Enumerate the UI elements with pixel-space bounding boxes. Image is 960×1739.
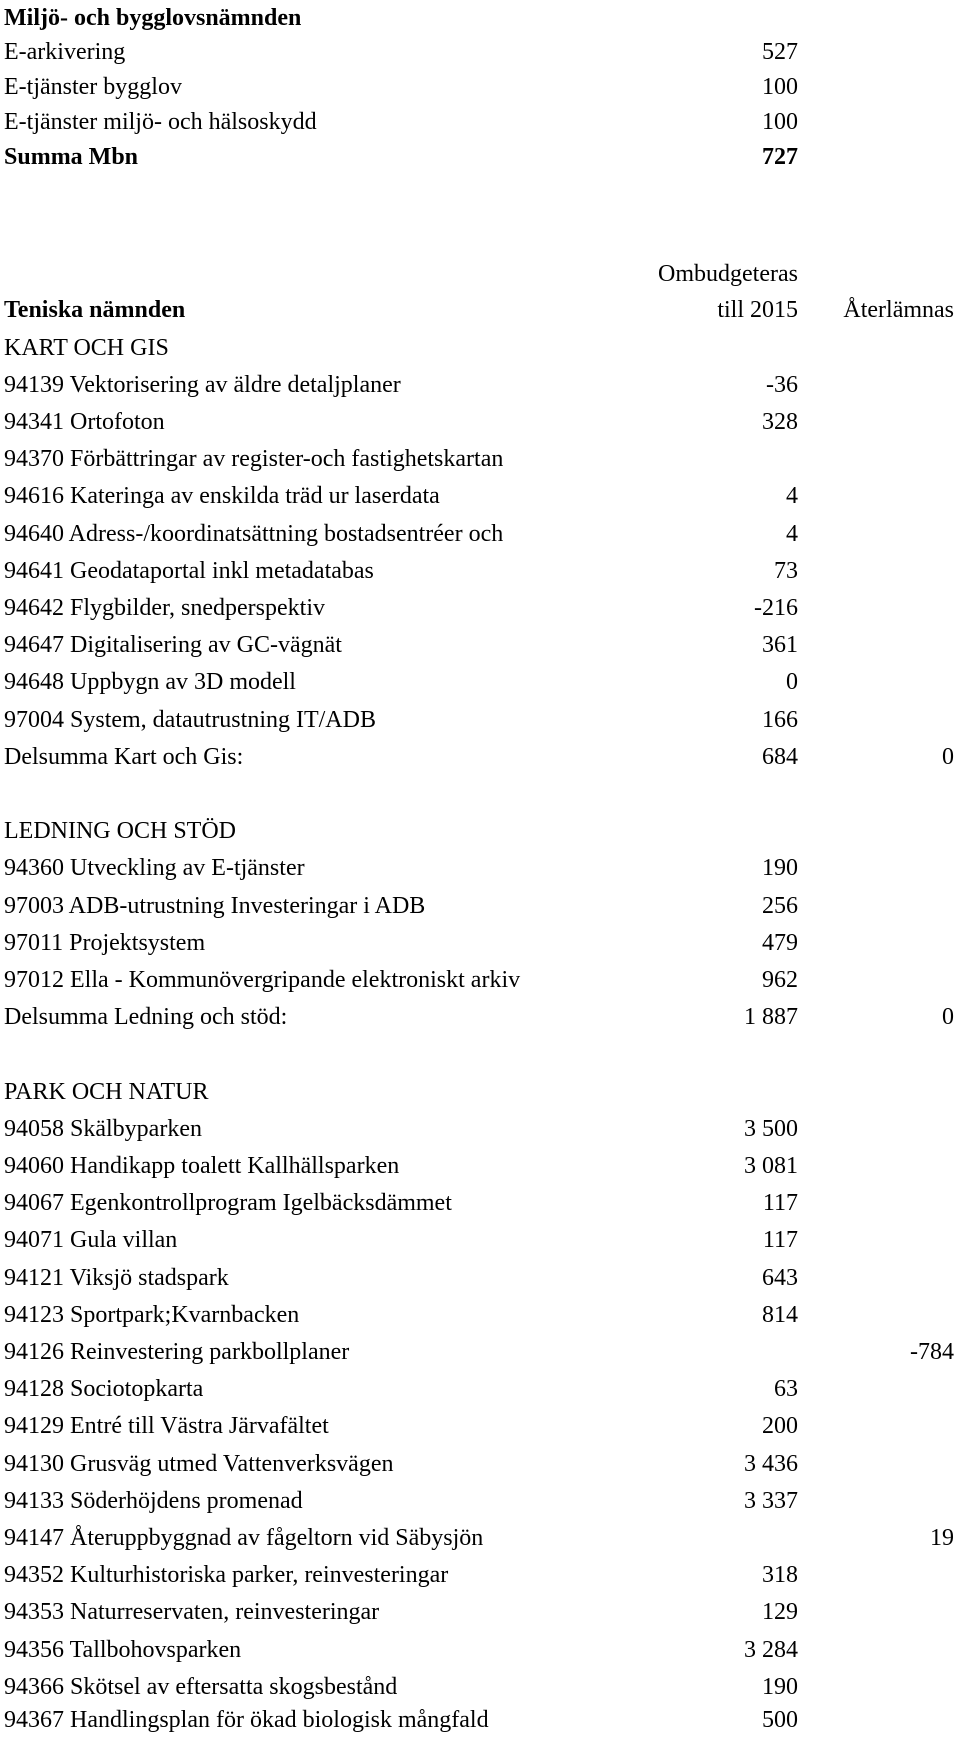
row-name: 94352 Kulturhistoriska parker, reinvesteringar <box>4 1562 449 1588</box>
table-row <box>0 962 960 999</box>
row-name: 94129 Entré till Västra Järvafältet <box>4 1413 329 1439</box>
row-ombudgeteras: 190 <box>762 855 798 881</box>
table-row <box>0 1702 960 1739</box>
group-heading: PARK OCH NATUR <box>4 1079 209 1105</box>
row-name: E-arkivering <box>4 39 126 65</box>
row-ombudgeteras: 814 <box>762 1302 798 1328</box>
row-name: 97011 Projektsystem <box>4 930 206 956</box>
row-ombudgeteras: 500 <box>762 1707 798 1733</box>
row-ombudgeteras: 0 <box>786 669 798 695</box>
table-row <box>0 104 960 141</box>
section1-title-row <box>0 0 960 37</box>
row-ombudgeteras: 3 081 <box>744 1153 798 1179</box>
subtotal-row <box>0 739 960 776</box>
table-row <box>0 1297 960 1334</box>
row-ombudgeteras: 63 <box>774 1376 798 1402</box>
row-name: 94366 Skötsel av eftersatta skogsbestånd <box>4 1674 398 1700</box>
col1-header-line1: Ombudgeteras <box>658 261 798 287</box>
row-ombudgeteras: 117 <box>762 1190 798 1216</box>
table-row <box>0 1222 960 1259</box>
table-row <box>0 1446 960 1483</box>
section2-header-row <box>0 292 960 329</box>
table-row <box>0 1594 960 1631</box>
row-name: 94130 Grusväg utmed Vattenverksvägen <box>4 1451 394 1477</box>
table-row <box>0 850 960 887</box>
table-row <box>0 441 960 478</box>
row-ombudgeteras: 962 <box>762 967 798 993</box>
group-heading-kart <box>0 330 960 367</box>
subtotal-label: Delsumma Kart och Gis: <box>4 744 244 770</box>
row-name: 94341 Ortofoton <box>4 409 165 435</box>
row-name: 97004 System, datautrustning IT/ADB <box>4 707 376 733</box>
table-row <box>0 1260 960 1297</box>
row-name: 97012 Ella - Kommunövergripande elektroniskt arkiv <box>4 967 521 993</box>
row-name: E-tjänster bygglov <box>4 74 182 100</box>
row-name: 94356 Tallbohovsparken <box>4 1637 242 1663</box>
row-value: 527 <box>762 39 798 65</box>
row-ombudgeteras: 479 <box>762 930 798 956</box>
row-ombudgeteras: 4 <box>786 483 798 509</box>
section1-total-row <box>0 139 960 176</box>
table-row <box>0 1111 960 1148</box>
row-ombudgeteras: 73 <box>774 558 798 584</box>
row-ombudgeteras: 190 <box>762 1674 798 1700</box>
row-ombudgeteras: 4 <box>786 521 798 547</box>
table-row <box>0 925 960 962</box>
row-value: 100 <box>762 109 798 135</box>
row-name: 94139 Vektorisering av äldre detaljplaner <box>4 372 401 398</box>
table-row <box>0 1371 960 1408</box>
table-row <box>0 1520 960 1557</box>
row-name: 94147 Återuppbyggnad av fågeltorn vid Säbysjön <box>4 1525 484 1551</box>
row-name: 94060 Handikapp toalett Kallhällsparken <box>4 1153 400 1179</box>
group-heading: KART OCH GIS <box>4 335 169 361</box>
subtotal-ombudgeteras: 684 <box>762 744 798 770</box>
table-row <box>0 367 960 404</box>
table-row <box>0 516 960 553</box>
subtotal-label: Delsumma Ledning och stöd: <box>4 1004 288 1030</box>
table-row <box>0 627 960 664</box>
section2-title: Teniska nämnden <box>4 297 186 323</box>
table-row <box>0 553 960 590</box>
row-name: 94071 Gula villan <box>4 1227 178 1253</box>
row-name: 94641 Geodataportal inkl metadatabas <box>4 558 374 584</box>
row-name: 94058 Skälbyparken <box>4 1116 202 1142</box>
row-name: 94128 Sociotopkarta <box>4 1376 204 1402</box>
row-ombudgeteras: 256 <box>762 893 798 919</box>
group-heading-park <box>0 1074 960 1111</box>
row-ombudgeteras: 3 337 <box>744 1488 798 1514</box>
row-value: 100 <box>762 74 798 100</box>
table-row <box>0 888 960 925</box>
table-row <box>0 34 960 71</box>
group-heading-ledning <box>0 813 960 850</box>
row-ombudgeteras: 200 <box>762 1413 798 1439</box>
total-label: Summa Mbn <box>4 144 139 170</box>
row-name: E-tjänster miljö- och hälsoskydd <box>4 109 317 135</box>
section1-title: Miljö- och bygglovsnämnden <box>4 5 302 31</box>
table-row <box>0 1185 960 1222</box>
table-row <box>0 1334 960 1371</box>
subtotal-aterlamnas: 0 <box>942 744 954 770</box>
table-row <box>0 69 960 106</box>
col1-header-line2: till 2015 <box>717 297 798 323</box>
table-row <box>0 1557 960 1594</box>
table-row <box>0 1408 960 1445</box>
row-name: 94367 Handlingsplan för ökad biologisk mångfald <box>4 1707 489 1733</box>
total-value: 727 <box>762 144 798 170</box>
row-ombudgeteras: 129 <box>762 1599 798 1625</box>
row-name: 94640 Adress-/koordinatsättning bostadsentréer och <box>4 521 504 547</box>
row-name: 94360 Utveckling av E-tjänster <box>4 855 305 881</box>
subtotal-aterlamnas: 0 <box>942 1004 954 1030</box>
table-row <box>0 664 960 701</box>
subtotal-ombudgeteras: 1 887 <box>744 1004 798 1030</box>
row-ombudgeteras: 3 436 <box>744 1451 798 1477</box>
row-name: 94642 Flygbilder, snedperspektiv <box>4 595 325 621</box>
group-heading: LEDNING OCH STÖD <box>4 818 236 844</box>
table-row <box>0 1483 960 1520</box>
row-name: 94067 Egenkontrollprogram Igelbäcksdämmet <box>4 1190 452 1216</box>
table-row <box>0 1632 960 1669</box>
row-ombudgeteras: 3 284 <box>744 1637 798 1663</box>
row-name: 94353 Naturreservaten, reinvesteringar <box>4 1599 380 1625</box>
table-row <box>0 702 960 739</box>
row-ombudgeteras: 643 <box>762 1265 798 1291</box>
row-ombudgeteras: 328 <box>762 409 798 435</box>
row-name: 94616 Kateringa av enskilda träd ur laserdata <box>4 483 440 509</box>
table-row <box>0 478 960 515</box>
row-ombudgeteras: -36 <box>766 372 798 398</box>
row-name: 97003 ADB-utrustning Investeringar i ADB <box>4 893 426 919</box>
table-row <box>0 404 960 441</box>
table-row <box>0 1148 960 1185</box>
row-name: 94370 Förbättringar av register-och fastighetskartan <box>4 446 504 472</box>
subtotal-row <box>0 999 960 1036</box>
row-ombudgeteras: 166 <box>762 707 798 733</box>
row-ombudgeteras: 318 <box>762 1562 798 1588</box>
row-name: 94647 Digitalisering av GC-vägnät <box>4 632 342 658</box>
row-ombudgeteras: 361 <box>762 632 798 658</box>
row-name: 94123 Sportpark;Kvarnbacken <box>4 1302 300 1328</box>
row-ombudgeteras: -216 <box>754 595 798 621</box>
row-ombudgeteras: 117 <box>762 1227 798 1253</box>
table-row <box>0 1669 960 1706</box>
row-name: 94133 Söderhöjdens promenad <box>4 1488 303 1514</box>
row-aterlamnas: 19 <box>930 1525 954 1551</box>
row-aterlamnas: -784 <box>910 1339 954 1365</box>
row-ombudgeteras: 3 500 <box>744 1116 798 1142</box>
row-name: 94121 Viksjö stadspark <box>4 1265 229 1291</box>
table-row <box>0 590 960 627</box>
col2-header: Återlämnas <box>843 297 954 323</box>
row-name: 94126 Reinvestering parkbollplaner <box>4 1339 350 1365</box>
row-name: 94648 Uppbygn av 3D modell <box>4 669 296 695</box>
